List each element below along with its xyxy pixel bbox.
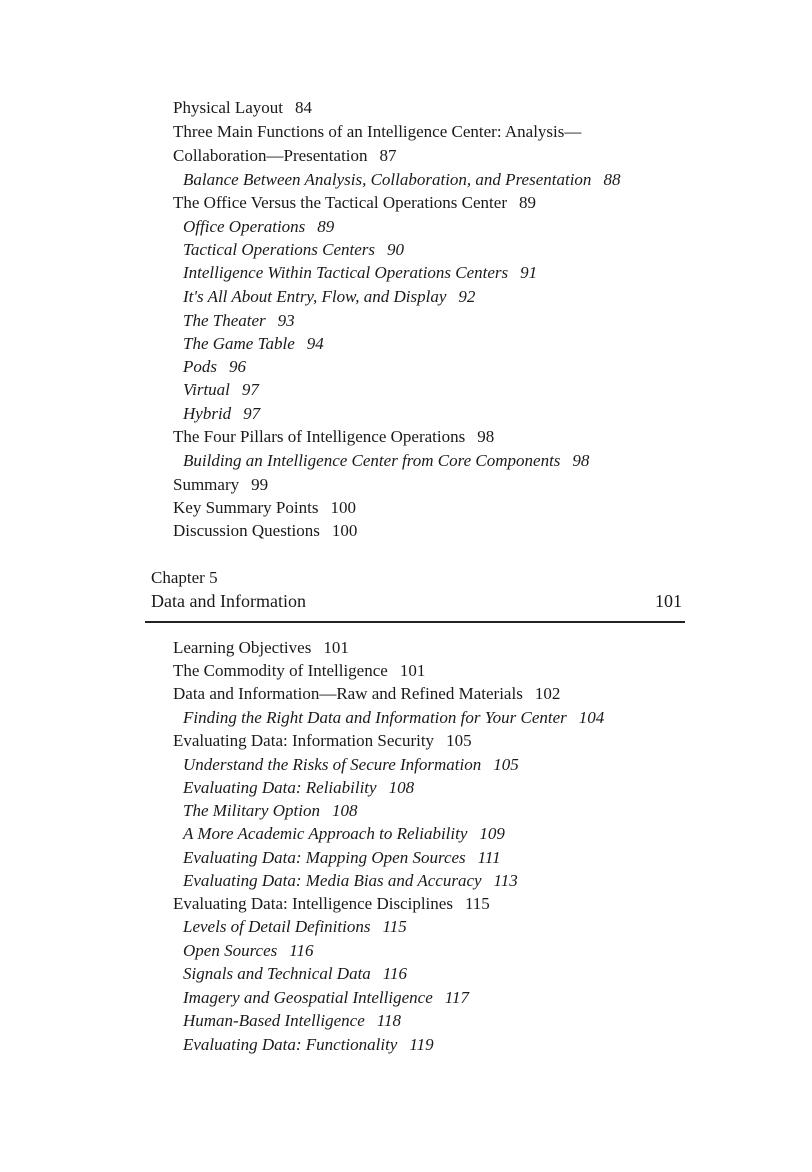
- toc-subentry: [183, 451, 589, 471]
- toc-subentry: [183, 871, 518, 891]
- chapter-page-number: 101: [655, 591, 682, 611]
- toc-entry-title: The Theater: [183, 311, 266, 330]
- toc-entry-title: Learning Objectives: [173, 638, 312, 657]
- toc-entry-title: Pods: [183, 357, 217, 376]
- toc-subentry: [183, 801, 357, 821]
- toc-entry-page: 100: [330, 498, 356, 517]
- toc-entry-page: 88: [603, 170, 621, 189]
- toc-entry-page: 92: [458, 287, 476, 306]
- toc-entry-page: 105: [493, 755, 519, 774]
- toc-entry-title: Balance Between Analysis, Collaboration, and Presentation: [183, 170, 592, 189]
- toc-entry-page: 89: [518, 193, 536, 212]
- toc-entry-page: 117: [444, 988, 469, 1007]
- toc-entry: [173, 684, 560, 704]
- toc-entry-page: 89: [317, 217, 335, 236]
- toc-entry-title: The Military Option: [183, 801, 320, 820]
- toc-entry: [173, 427, 494, 447]
- toc-entry-title: Virtual: [183, 380, 230, 399]
- toc-entry-title: Levels of Detail Definitions: [183, 917, 371, 936]
- toc-entry: [173, 638, 349, 658]
- toc-subentry: [183, 964, 407, 984]
- toc-entry-page: 98: [572, 451, 590, 470]
- chapter-title: Data and Information: [151, 591, 306, 611]
- toc-entry-title: The Commodity of Intelligence: [173, 661, 388, 680]
- toc-entry-page: 113: [493, 871, 518, 890]
- toc-entry-title: Intelligence Within Tactical Operations Centers: [183, 263, 509, 282]
- toc-entry-title: Discussion Questions: [173, 521, 320, 540]
- toc-entry-page: 116: [382, 964, 408, 983]
- toc-entry-title: Collaboration—Presentation: [173, 146, 368, 165]
- toc-entry-page: 108: [331, 801, 358, 820]
- toc-subentry: [183, 917, 407, 937]
- toc-entry-page: 93: [277, 311, 295, 330]
- toc-entry-page: 108: [388, 778, 415, 797]
- toc-entry-page: 87: [379, 146, 397, 165]
- toc-entry-page: 98: [477, 427, 495, 446]
- toc-entry-title: Three Main Functions of an Intelligence Center: Analysis—: [173, 122, 582, 141]
- toc-entry: [173, 475, 268, 495]
- toc-entry-page: 101: [399, 661, 426, 680]
- toc-entry-title: The Game Table: [183, 334, 295, 353]
- toc-entry-title: Hybrid: [183, 404, 232, 423]
- toc-entry-page: 119: [409, 1035, 434, 1054]
- toc-entry-title: The Office Versus the Tactical Operations Center: [173, 193, 507, 212]
- toc-entry-page: 109: [479, 824, 505, 843]
- toc-subentry: [183, 311, 295, 331]
- toc-subentry: [183, 263, 537, 283]
- toc-entry-title: Evaluating Data: Reliability: [183, 778, 377, 797]
- toc-entry-title: Key Summary Points: [173, 498, 319, 517]
- toc-subentry: [183, 1035, 434, 1055]
- toc-subentry: [183, 404, 260, 424]
- toc-entry-page: 104: [578, 708, 605, 727]
- toc-entry-page: 94: [306, 334, 324, 353]
- toc-entry-page: 115: [382, 917, 407, 936]
- toc-entry-title: Building an Intelligence Center from Core Components: [183, 451, 561, 470]
- toc-entry-page: 102: [534, 684, 561, 703]
- toc-subentry: [183, 848, 501, 868]
- toc-entry-page: 111: [477, 848, 501, 867]
- toc-entry-page: 105: [446, 731, 472, 750]
- toc-subentry: [183, 287, 475, 307]
- toc-entry-title: Physical Layout: [173, 98, 284, 117]
- toc-subentry: [183, 240, 404, 260]
- toc-entry-title: Evaluating Data: Functionality: [183, 1035, 398, 1054]
- toc-entry-title: Open Sources: [183, 941, 278, 960]
- toc-entry: [173, 498, 356, 518]
- toc-entry-title: Office Operations: [183, 217, 306, 236]
- toc-entry-page: 115: [464, 894, 490, 913]
- toc-subentry: [183, 217, 334, 237]
- toc-entry: [173, 122, 593, 142]
- toc-subentry: [183, 708, 604, 728]
- toc-entry-title: Tactical Operations Centers: [183, 240, 376, 259]
- toc-entry-page: 96: [229, 357, 246, 376]
- toc-entry-title: Signals and Technical Data: [183, 964, 371, 983]
- toc-subentry: [183, 170, 620, 190]
- toc-entry: [173, 193, 536, 213]
- toc-entry-title: A More Academic Approach to Reliability: [183, 824, 468, 843]
- toc-subentry: [183, 778, 414, 798]
- toc-entry-title: Understand the Risks of Secure Information: [183, 755, 482, 774]
- toc-subentry: [183, 380, 259, 400]
- chapter-rule: [145, 621, 685, 623]
- toc-entry: [173, 894, 490, 914]
- toc-entry-page: 118: [376, 1011, 401, 1030]
- toc-entry-title: Imagery and Geospatial Intelligence: [183, 988, 433, 1007]
- toc-entry-page: 100: [331, 521, 358, 540]
- chapter-label: Chapter 5: [151, 568, 218, 587]
- toc-subentry: [183, 824, 505, 844]
- toc-entry-title: Evaluating Data: Mapping Open Sources: [183, 848, 466, 867]
- toc-entry-title: The Four Pillars of Intelligence Operations: [173, 427, 466, 446]
- toc-subentry: [183, 941, 314, 961]
- toc-entry: [173, 98, 312, 118]
- toc-entry-page: 116: [289, 941, 314, 960]
- toc-subentry: [183, 1011, 401, 1031]
- toc-entry-page: 84: [295, 98, 313, 117]
- toc-entry-title: Data and Information—Raw and Refined Materials: [173, 684, 523, 703]
- toc-entry: [173, 731, 472, 751]
- toc-entry-page: [581, 122, 593, 141]
- toc-entry-title: Finding the Right Data and Information for Your Center: [183, 708, 567, 727]
- toc-entry-title: It's All About Entry, Flow, and Display: [183, 287, 447, 306]
- toc-subentry: [183, 988, 469, 1008]
- toc-entry-page: 97: [241, 380, 259, 399]
- toc-entry: [173, 521, 357, 541]
- toc-entry-title: Evaluating Data: Media Bias and Accuracy: [183, 871, 482, 890]
- toc-entry-title: Summary: [173, 475, 240, 494]
- toc-subentry: [183, 334, 324, 354]
- toc-entry: [173, 661, 425, 681]
- toc-entry-page: 97: [243, 404, 261, 423]
- toc-entry-page: 101: [323, 638, 349, 657]
- toc-subentry: [183, 357, 246, 377]
- toc-entry: [173, 146, 397, 166]
- toc-entry-title: Human-Based Intelligence: [183, 1011, 365, 1030]
- toc-entry-page: 91: [520, 263, 538, 282]
- toc-entry-page: 90: [387, 240, 405, 259]
- toc-entry-title: Evaluating Data: Information Security: [173, 731, 435, 750]
- toc-subentry: [183, 755, 519, 775]
- toc-entry-title: Evaluating Data: Intelligence Disciplines: [173, 894, 453, 913]
- toc-entry-page: 99: [251, 475, 269, 494]
